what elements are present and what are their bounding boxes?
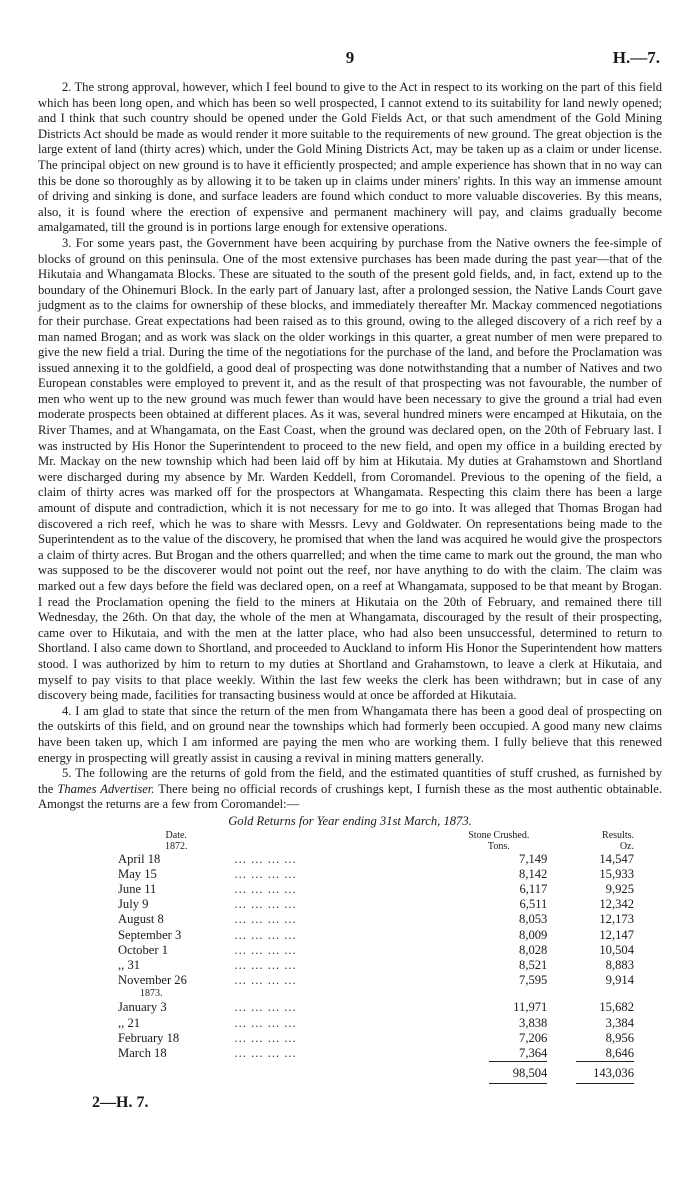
total-stone: 98,504 — [489, 1061, 547, 1084]
row-date: August 8 — [118, 912, 164, 927]
row-date: July 9 — [118, 897, 149, 912]
row-stone-crushed: 7,364 — [519, 1045, 548, 1060]
document-body — [38, 80, 662, 1084]
row-stone-crushed: 3,838 — [519, 1015, 548, 1030]
row-stone-crushed: 7,206 — [519, 1030, 548, 1045]
col-stone-header: Stone Crushed. — [468, 829, 530, 841]
row-results: 8,956 — [605, 1030, 634, 1045]
dot-leaders: ... ... ... ... — [234, 866, 297, 881]
table-row — [118, 1016, 638, 1031]
row-results: 9,914 — [605, 973, 634, 988]
row-results: 3,384 — [605, 1015, 634, 1030]
table-row — [118, 867, 638, 882]
dot-leaders: ... ... ... ... — [234, 957, 297, 972]
table-row — [118, 882, 638, 897]
table-row — [118, 1031, 638, 1046]
row-stone-crushed: 6,511 — [519, 897, 548, 912]
row-results: 14,547 — [599, 851, 634, 866]
row-stone-crushed: 6,117 — [519, 881, 548, 896]
col-results-header: Results. — [602, 829, 634, 841]
gold-returns-table — [118, 830, 638, 1085]
row-results: 12,147 — [599, 927, 634, 942]
dot-leaders: ... ... ... ... — [234, 897, 297, 912]
table-row — [118, 852, 638, 867]
row-results: 8,646 — [605, 1045, 634, 1060]
paragraph-3: 3. For some years past, the Government have been acquiring by purchase from the Native owners the fee-simple of blocks of ground on this peninsula. One of the most extensive purchases has been made during the past year—that of the Hikutaia and Whangamata Blocks. These are situated to the south of the present gold fields, and, in fact, extend up to the boundary of the Ohinemuri Block. In the early part of January last, after a prolonged session, the Native Lands Court gave judgment as to the claims for ownership of these blocks, and immediately thereafter Mr. Mackay commenced negotiations for their purchase. Great expectations had been raised as to this ground, owing to the alleged discovery of a rich reef by a man named Brogan; and as work was slack on the older workings in this quarter, a great number of men were prepared to give the new field a trial. During the time of the negotiations for the purchase of the land, and before the Proclamation was issued annexing it to the goldfield, a good deal of prospecting was done notwithstanding that a number of Natives and two European constables were employed to prevent it, and as the result of that prospecting was not favourable, the number of men who went up to the new ground was much fewer than would have been necessary to give the ground a trial had even moderate prospects been obtained at different places. As it was, several hundred miners were encamped at Hikutaia, on the River Thames, and at Whangamata, on the East Coast, when the ground was declared open, on the 20th of February last. I was instructed by His Honor the Superintendent to proceed to the new field, and open my office in a building erected by Mr. Mackay on the new township which had been laid off by him at Hikutaia. My duties at Grahamstown and Shortland were discharged during my absence by Mr. Warden Keddell, from Coromandel. Previous to the opening of the field, a claim of thirty acres was marked off for the prospectors at Whangamata. Respecting this claim there has been a large amount of dispute and contradiction, which it is not necessary for me to go into. It was alleged that Thomas Brogan had discovered a rich reef, which he was to share with Messrs. Levy and Goldwater. On representations being made to the Superintendent as to the value of the discovery, he promised that when the land was acquired he would give the prospectors a claim of thirty acres. But Brogan and the others quarrelled; and when the time came to mark out the ground, the man who was supposed to be the discoverer would not point out the reef, nor have anything to do with the claim. The claim was marked out a few days before the field was declared open, on a reef at Whangamata, supposed to be that meant by Brogan. I read the Proclamation opening the field to the miners at Hikutaia on the 20th of February, and remained there till Wednesday, the 26th. On that day, the whole of the men at Whangamata, discouraged by the result of their prospecting, came over to Hikutaia, and with the men at the latter place, who had also been unsuccessful, determined to return to Shortland. I also came down to Shortland, and proceeded to Auckland to inform His Honor the Superintendent how matters stood. I was authorized by him to return to my duties at Shortland and Grahamstown, to leave a clerk at Hikutaia, and myself to pay visits to that place weekly. Within the last few weeks the clerk has been withdrawn; but in case of any discovery being made, facilities for transacting business would at once be afforded at Hikutaia. — [38, 235, 662, 703]
rows-1873 — [118, 1000, 638, 1061]
col-date-header: Date. — [165, 829, 187, 841]
table-row — [118, 928, 638, 943]
table-row — [118, 943, 638, 958]
row-date: September 3 — [118, 927, 182, 942]
newspaper-name: Thames Advertiser. — [57, 781, 155, 796]
year-break-row — [118, 988, 638, 1000]
unit-oz: Oz. — [619, 840, 634, 852]
paragraph-5-tail: There being no official records of crushings kept, I furnish these as the most authentic obtainable. Amongst the returns are a few from Coromandel:— — [38, 781, 662, 812]
row-stone-crushed: 8,521 — [519, 957, 548, 972]
table-row — [118, 1046, 638, 1061]
totals-row — [118, 1061, 638, 1084]
row-date: April 18 — [118, 851, 161, 866]
row-stone-crushed: 8,028 — [519, 942, 548, 957]
row-date: November 26 — [118, 973, 187, 988]
paragraph-5 — [38, 766, 662, 813]
row-date: ,, 31 — [118, 957, 141, 972]
row-results: 9,925 — [605, 881, 634, 896]
document-reference: H.—7. — [612, 48, 660, 67]
year-1873-label: 1873. — [140, 988, 163, 1000]
dot-leaders: ... ... ... ... — [234, 1045, 297, 1060]
row-stone-crushed: 8,142 — [519, 866, 548, 881]
table-row — [118, 973, 638, 988]
row-results: 12,342 — [599, 897, 634, 912]
row-stone-crushed: 7,149 — [519, 851, 548, 866]
row-date: March 18 — [118, 1045, 167, 1060]
paragraph-2: 2. The strong approval, however, which I feel bound to give to the Act in respect to its working on the part of this field which has been long open, and which has been so well prospected, I cannot extend to its suitability for land newly opened; and I think that such country should be opened under the Gold Fields Act, or that such amendment of the Gold Mining Districts Act should be made as would render it more suitable to the requirements of new ground. The great objection is the large extent of land (thirty acres) which, under the Gold Mining Districts Act, may be taken up as a claim or under license. The principal object on new ground is to have it efficiently prospected; and ample experience has shown that in no way can this be done so thoroughly as by allowing it to be taken up in claims under miners' rights. In this way an immense amount of driving and sinking is done, and surface leaders are found which conduct to more valuable discoveries. By this means, also, it is found where the erection of expensive and permanent machinery will pay, and claims gradually become amalgamated, till the ground is in portions large enough for extensive operations. — [38, 80, 662, 235]
dot-leaders: ... ... ... ... — [234, 881, 297, 896]
row-date: May 15 — [118, 866, 157, 881]
table-header-row — [118, 830, 638, 841]
unit-tons: Tons. — [487, 840, 510, 852]
dot-leaders: ... ... ... ... — [234, 927, 297, 942]
row-results: 10,504 — [599, 942, 634, 957]
dot-leaders: ... ... ... ... — [234, 973, 297, 988]
row-results: 8,883 — [605, 957, 634, 972]
table-row — [118, 912, 638, 927]
dot-leaders: ... ... ... ... — [234, 942, 297, 957]
row-results: 12,173 — [599, 912, 634, 927]
row-date: January 3 — [118, 1000, 167, 1015]
paragraph-5-lead: 5. The following are the returns of gold from the field, and the estimated quantities of stuff crushed, as furnished by the — [38, 766, 662, 796]
table-unit-row — [118, 841, 638, 852]
page-signature: 2—H. 7. — [92, 1094, 149, 1111]
row-date: October 1 — [118, 942, 169, 957]
table-row — [118, 1000, 638, 1015]
table-title: Gold Returns for Year ending 31st March, 1873. — [228, 813, 472, 828]
row-date: June 11 — [118, 881, 157, 896]
row-stone-crushed: 11,971 — [513, 1000, 548, 1015]
year-break — [118, 988, 638, 1000]
row-stone-crushed: 8,053 — [519, 912, 548, 927]
table-row — [118, 897, 638, 912]
page-number: 9 — [345, 48, 355, 67]
row-stone-crushed: 8,009 — [519, 927, 548, 942]
dot-leaders: ... ... ... ... — [234, 1030, 297, 1045]
row-results: 15,682 — [599, 1000, 634, 1015]
dot-leaders: ... ... ... ... — [234, 851, 297, 866]
row-results: 15,933 — [599, 866, 634, 881]
row-date: February 18 — [118, 1030, 180, 1045]
year-1872-label: 1872. — [165, 840, 188, 852]
paragraph-4: 4. I am glad to state that since the return of the men from Whangamata there has been a good deal of prospecting on the outskirts of this field, and on ground near the townships which had formerly been occupied. A good many new claims have been taken up, which I am informed are paying the men who are working them. I fully believe that this renewed energy in prospecting will greatly assist in causing a revival in mining matters generally. — [38, 703, 662, 765]
dot-leaders: ... ... ... ... — [234, 912, 297, 927]
dot-leaders: ... ... ... ... — [234, 1000, 297, 1015]
total-results: 143,036 — [576, 1061, 634, 1084]
dot-leaders: ... ... ... ... — [234, 1015, 297, 1030]
rows-1872 — [118, 852, 638, 989]
row-stone-crushed: 7,595 — [519, 973, 548, 988]
table-row — [118, 958, 638, 973]
row-date: ,, 21 — [118, 1015, 141, 1030]
